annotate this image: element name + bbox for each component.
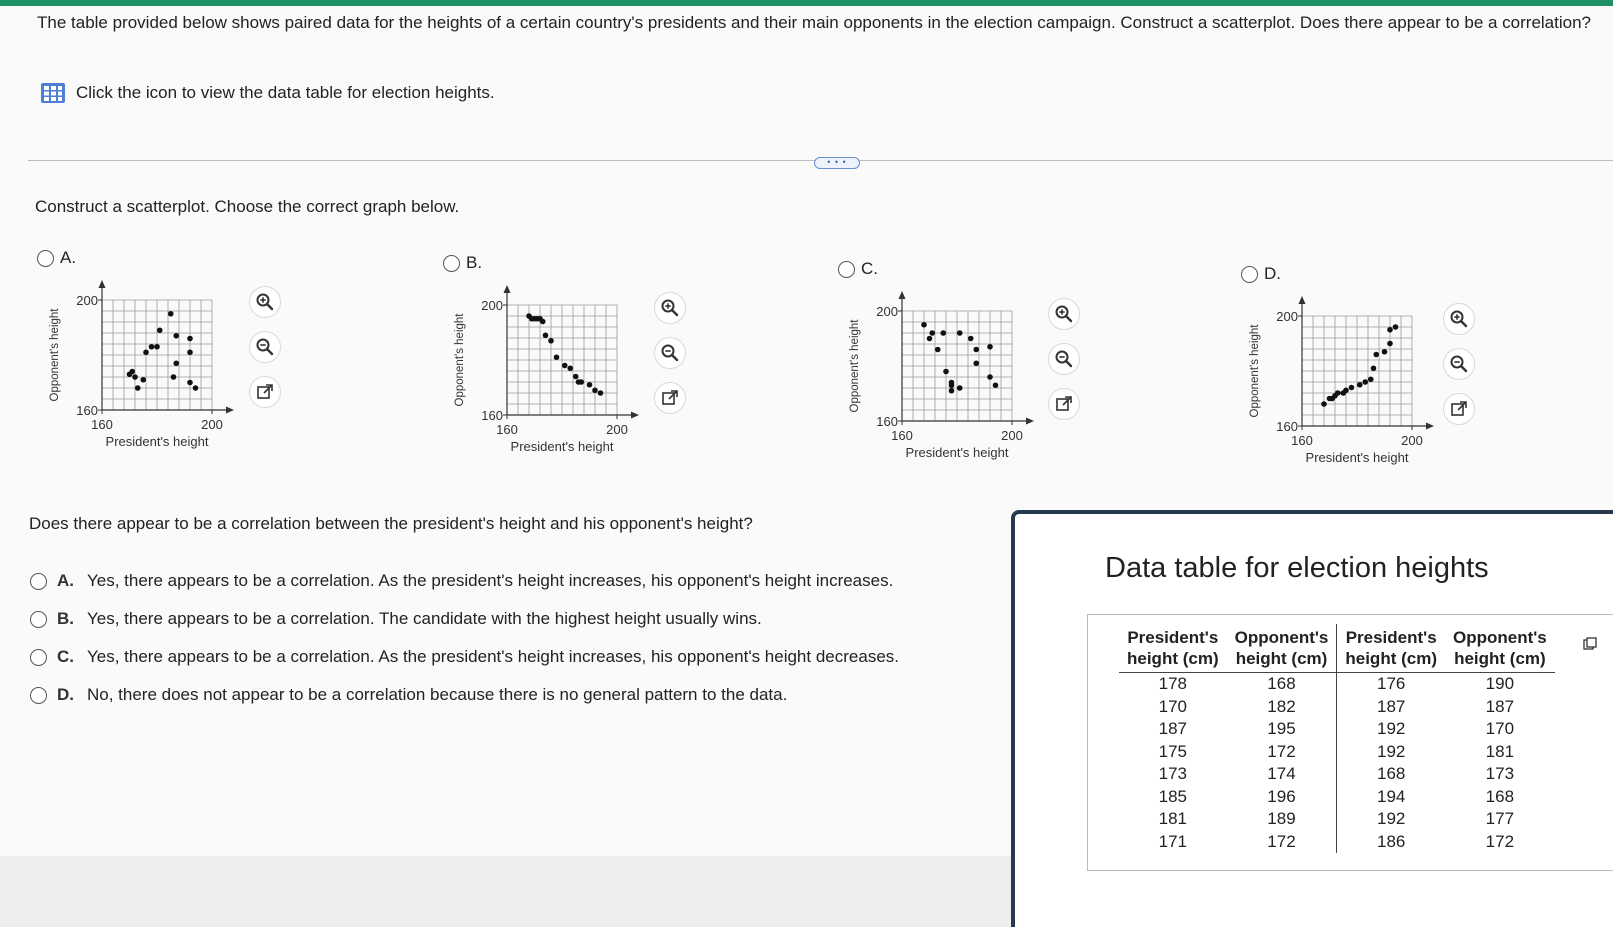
table-cell: 187 — [1158, 719, 1187, 738]
answer-letter: B. — [57, 609, 74, 628]
table-cell: 171 — [1158, 831, 1187, 851]
data-point — [598, 390, 604, 396]
table-cell: 185 — [1158, 786, 1187, 806]
table-cell: 172 — [1227, 831, 1337, 854]
data-point — [149, 344, 155, 350]
data-point — [157, 327, 163, 333]
y-tick-label: 160 — [76, 403, 98, 418]
table-cell: 182 — [1227, 696, 1337, 719]
y-axis-label: Opponent's height — [454, 313, 466, 407]
copy-icon[interactable] — [1583, 637, 1597, 651]
data-point — [987, 374, 993, 380]
graph-d-tools — [1443, 303, 1475, 425]
y-axis-arrow — [504, 285, 511, 293]
table-row — [1119, 718, 1555, 741]
x-axis-arrow — [1426, 423, 1434, 430]
x-axis-label: President's height — [905, 445, 1009, 460]
table-cell: 196 — [1227, 786, 1337, 809]
data-point — [1373, 352, 1379, 358]
graph-option-letter: A. — [60, 248, 77, 267]
answer-b[interactable] — [30, 609, 762, 629]
expand-more-button[interactable]: • • • — [814, 157, 860, 169]
zoom-out-icon[interactable] — [249, 331, 281, 363]
table-cell: 187 — [1485, 696, 1515, 716]
x-tick-label: 200 — [606, 422, 628, 437]
data-point — [578, 379, 584, 385]
graph-option-letter: B. — [466, 253, 483, 272]
data-point — [562, 363, 568, 369]
table-cell: 189 — [1227, 808, 1337, 831]
radio-graph-a[interactable] — [37, 250, 54, 267]
x-axis-label: President's height — [1305, 450, 1409, 465]
data-table-link[interactable] — [40, 82, 495, 104]
data-point — [173, 360, 179, 366]
x-tick-label: 200 — [1001, 428, 1023, 443]
y-tick-label: 160 — [481, 408, 503, 423]
data-point — [987, 344, 993, 350]
scatterplot-d — [1240, 294, 1440, 494]
table-cell: 187 — [1376, 696, 1406, 716]
data-point — [1349, 385, 1355, 391]
y-axis-arrow — [899, 291, 906, 299]
data-point — [540, 319, 546, 325]
data-point — [168, 311, 174, 317]
graph-a-tools — [249, 286, 281, 408]
zoom-out-icon[interactable] — [1048, 343, 1080, 375]
y-tick-label: 200 — [76, 293, 98, 308]
col-header: President's height (cm) — [1119, 624, 1227, 673]
data-point — [1321, 401, 1327, 407]
table-cell: 175 — [1158, 741, 1187, 761]
open-new-window-icon[interactable] — [654, 382, 686, 414]
instruction-text: Construct a scatterplot. Choose the correct graph below. — [35, 197, 460, 216]
table-cell: 174 — [1227, 763, 1337, 786]
data-point — [1357, 382, 1363, 388]
data-point — [567, 365, 573, 371]
table-cell: 172 — [1485, 831, 1515, 851]
table-cell: 170 — [1485, 719, 1515, 738]
answer-text: Yes, there appears to be a correlation. As the president's height increases, his opponent's height decreases. — [87, 647, 899, 666]
data-point — [187, 349, 193, 355]
data-point — [968, 336, 974, 342]
x-tick-label: 160 — [91, 417, 113, 432]
col-header: Opponent's height (cm) — [1445, 624, 1555, 673]
zoom-out-icon[interactable] — [654, 337, 686, 369]
x-tick-label: 160 — [496, 422, 518, 437]
data-point — [935, 347, 941, 353]
graph-b-tools — [654, 292, 686, 414]
zoom-in-icon[interactable] — [1443, 303, 1475, 335]
y-axis-arrow — [1299, 296, 1306, 304]
x-tick-label: 200 — [201, 417, 223, 432]
table-cell: 173 — [1485, 764, 1515, 783]
data-point — [173, 333, 179, 339]
popup-title: Data table for election heights — [1105, 552, 1489, 584]
table-cell: 192 — [1376, 809, 1406, 828]
table-row — [1119, 831, 1555, 854]
data-table-link-label[interactable]: Click the icon to view the data table for election heights. — [76, 83, 495, 102]
data-point — [187, 336, 193, 342]
table-cell: 177 — [1485, 809, 1515, 828]
col-header: Opponent's height (cm) — [1227, 624, 1337, 673]
table-row — [1119, 808, 1555, 831]
answer-text: Yes, there appears to be a correlation. As the president's height increases, his opponent's height increases. — [87, 571, 894, 590]
table-cell: 168 — [1485, 786, 1515, 806]
data-point — [1335, 390, 1341, 396]
table-row — [1119, 786, 1555, 809]
table-row — [1119, 696, 1555, 719]
radio-answer-b[interactable] — [30, 611, 47, 628]
scatterplot-c — [840, 289, 1040, 489]
data-point — [135, 385, 141, 391]
data-point — [554, 354, 560, 360]
radio-answer-c[interactable] — [30, 649, 47, 666]
data-point — [921, 322, 927, 328]
y-tick-label: 200 — [876, 304, 898, 319]
table-cell: 170 — [1158, 696, 1187, 716]
graph-c-tools — [1048, 298, 1080, 420]
answer-d[interactable] — [30, 685, 787, 705]
data-point — [1387, 327, 1393, 333]
table-cell: 186 — [1376, 831, 1406, 851]
data-point — [1362, 379, 1368, 385]
data-point — [927, 336, 933, 342]
answer-text: Yes, there appears to be a correlation. The candidate with the highest height usually wins. — [87, 609, 762, 628]
scatterplot-svg — [445, 283, 645, 483]
scatterplot-svg — [1240, 294, 1440, 494]
data-point — [171, 374, 177, 380]
zoom-out-icon[interactable] — [1443, 348, 1475, 380]
data-point — [129, 369, 135, 375]
data-table-popup — [1011, 510, 1613, 927]
table-cell: 192 — [1376, 719, 1406, 738]
data-point — [548, 338, 554, 344]
scatterplot-b — [445, 283, 645, 483]
data-point — [940, 330, 946, 336]
zoom-in-icon[interactable] — [249, 286, 281, 318]
x-tick-label: 160 — [891, 428, 913, 443]
answer-c[interactable] — [30, 647, 899, 667]
question-text: The table provided below shows paired data for the heights of a certain country's presidents and their main opponents in the election campaign. Construct a scatterplot. Does there appear to be a correlation? — [37, 13, 1591, 32]
y-axis-label: Opponent's height — [1249, 324, 1261, 418]
open-new-window-icon[interactable] — [1048, 388, 1080, 420]
data-point — [573, 374, 579, 380]
table-cell: 181 — [1158, 809, 1187, 828]
data-point — [957, 385, 963, 391]
table-cell: 194 — [1376, 786, 1406, 806]
x-axis-arrow — [1026, 418, 1034, 425]
table-header-row — [1119, 624, 1555, 673]
x-tick-label: 200 — [1401, 433, 1423, 448]
data-point — [132, 374, 138, 380]
table-cell: 176 — [1376, 674, 1406, 693]
radio-answer-a[interactable] — [30, 573, 47, 590]
table-row — [1119, 673, 1555, 696]
data-point — [957, 330, 963, 336]
data-point — [193, 385, 199, 391]
data-point — [929, 330, 935, 336]
data-point — [140, 377, 146, 383]
data-point — [993, 382, 999, 388]
table-cell: 172 — [1227, 741, 1337, 764]
y-tick-label: 200 — [481, 298, 503, 313]
table-cell: 192 — [1376, 741, 1406, 761]
graph-option-letter: C. — [861, 259, 878, 278]
answer-letter: C. — [57, 647, 74, 666]
scatterplot-svg — [40, 278, 240, 478]
y-tick-label: 200 — [1276, 309, 1298, 324]
y-tick-label: 160 — [1276, 419, 1298, 434]
open-new-window-icon[interactable] — [1443, 393, 1475, 425]
y-axis-label: Opponent's height — [49, 308, 61, 402]
graph-option-c[interactable] — [838, 259, 878, 279]
table-row — [1119, 763, 1555, 786]
table-cell: 173 — [1158, 764, 1187, 783]
answer-letter: D. — [57, 685, 74, 704]
answer-a[interactable] — [30, 571, 893, 591]
table-cell: 195 — [1227, 718, 1337, 741]
radio-answer-d[interactable] — [30, 687, 47, 704]
graph-option-d[interactable] — [1241, 264, 1281, 284]
open-new-window-icon[interactable] — [249, 376, 281, 408]
radio-graph-c[interactable] — [838, 261, 855, 278]
table-cell: 181 — [1485, 741, 1515, 761]
graph-option-b[interactable] — [443, 253, 482, 273]
col-header: President's height (cm) — [1337, 624, 1445, 673]
data-point — [1371, 365, 1377, 371]
table-cell: 178 — [1158, 674, 1187, 693]
data-point — [1382, 349, 1388, 355]
data-point — [592, 387, 598, 393]
data-point — [949, 388, 955, 394]
election-heights-table — [1119, 624, 1555, 853]
data-point — [1343, 387, 1349, 393]
data-point — [154, 344, 160, 350]
zoom-in-icon[interactable] — [1048, 298, 1080, 330]
data-point — [187, 380, 193, 386]
correlation-question: Does there appear to be a correlation between the president's height and his opponent's height? — [29, 514, 753, 533]
table-cell: 168 — [1227, 673, 1337, 696]
radio-graph-b[interactable] — [443, 255, 460, 272]
table-cell: 168 — [1376, 764, 1406, 783]
data-point — [973, 360, 979, 366]
x-axis-label: President's height — [105, 434, 209, 449]
y-tick-label: 160 — [876, 414, 898, 429]
table-grid-icon[interactable] — [40, 82, 66, 104]
y-axis-arrow — [99, 280, 106, 288]
table-row — [1119, 741, 1555, 764]
x-tick-label: 160 — [1291, 433, 1313, 448]
data-point — [543, 332, 549, 338]
y-axis-label: Opponent's height — [849, 319, 861, 413]
data-point — [1393, 324, 1399, 330]
data-point — [943, 369, 949, 375]
x-axis-arrow — [631, 412, 639, 419]
data-point — [143, 349, 149, 355]
data-point — [587, 382, 593, 388]
graph-option-letter: D. — [1264, 264, 1281, 283]
zoom-in-icon[interactable] — [654, 292, 686, 324]
radio-graph-d[interactable] — [1241, 266, 1258, 283]
answer-text: No, there does not appear to be a correlation because there is no general pattern to the data. — [87, 685, 788, 704]
answer-letter: A. — [57, 571, 74, 590]
x-axis-arrow — [226, 407, 234, 414]
data-point — [973, 347, 979, 353]
scatterplot-a — [40, 278, 240, 478]
data-point — [949, 380, 955, 386]
graph-option-a[interactable] — [37, 248, 76, 268]
x-axis-label: President's height — [510, 439, 614, 454]
table-cell: 190 — [1485, 674, 1515, 693]
data-point — [1387, 341, 1393, 347]
data-point — [1368, 376, 1374, 382]
scatterplot-svg — [840, 289, 1040, 489]
